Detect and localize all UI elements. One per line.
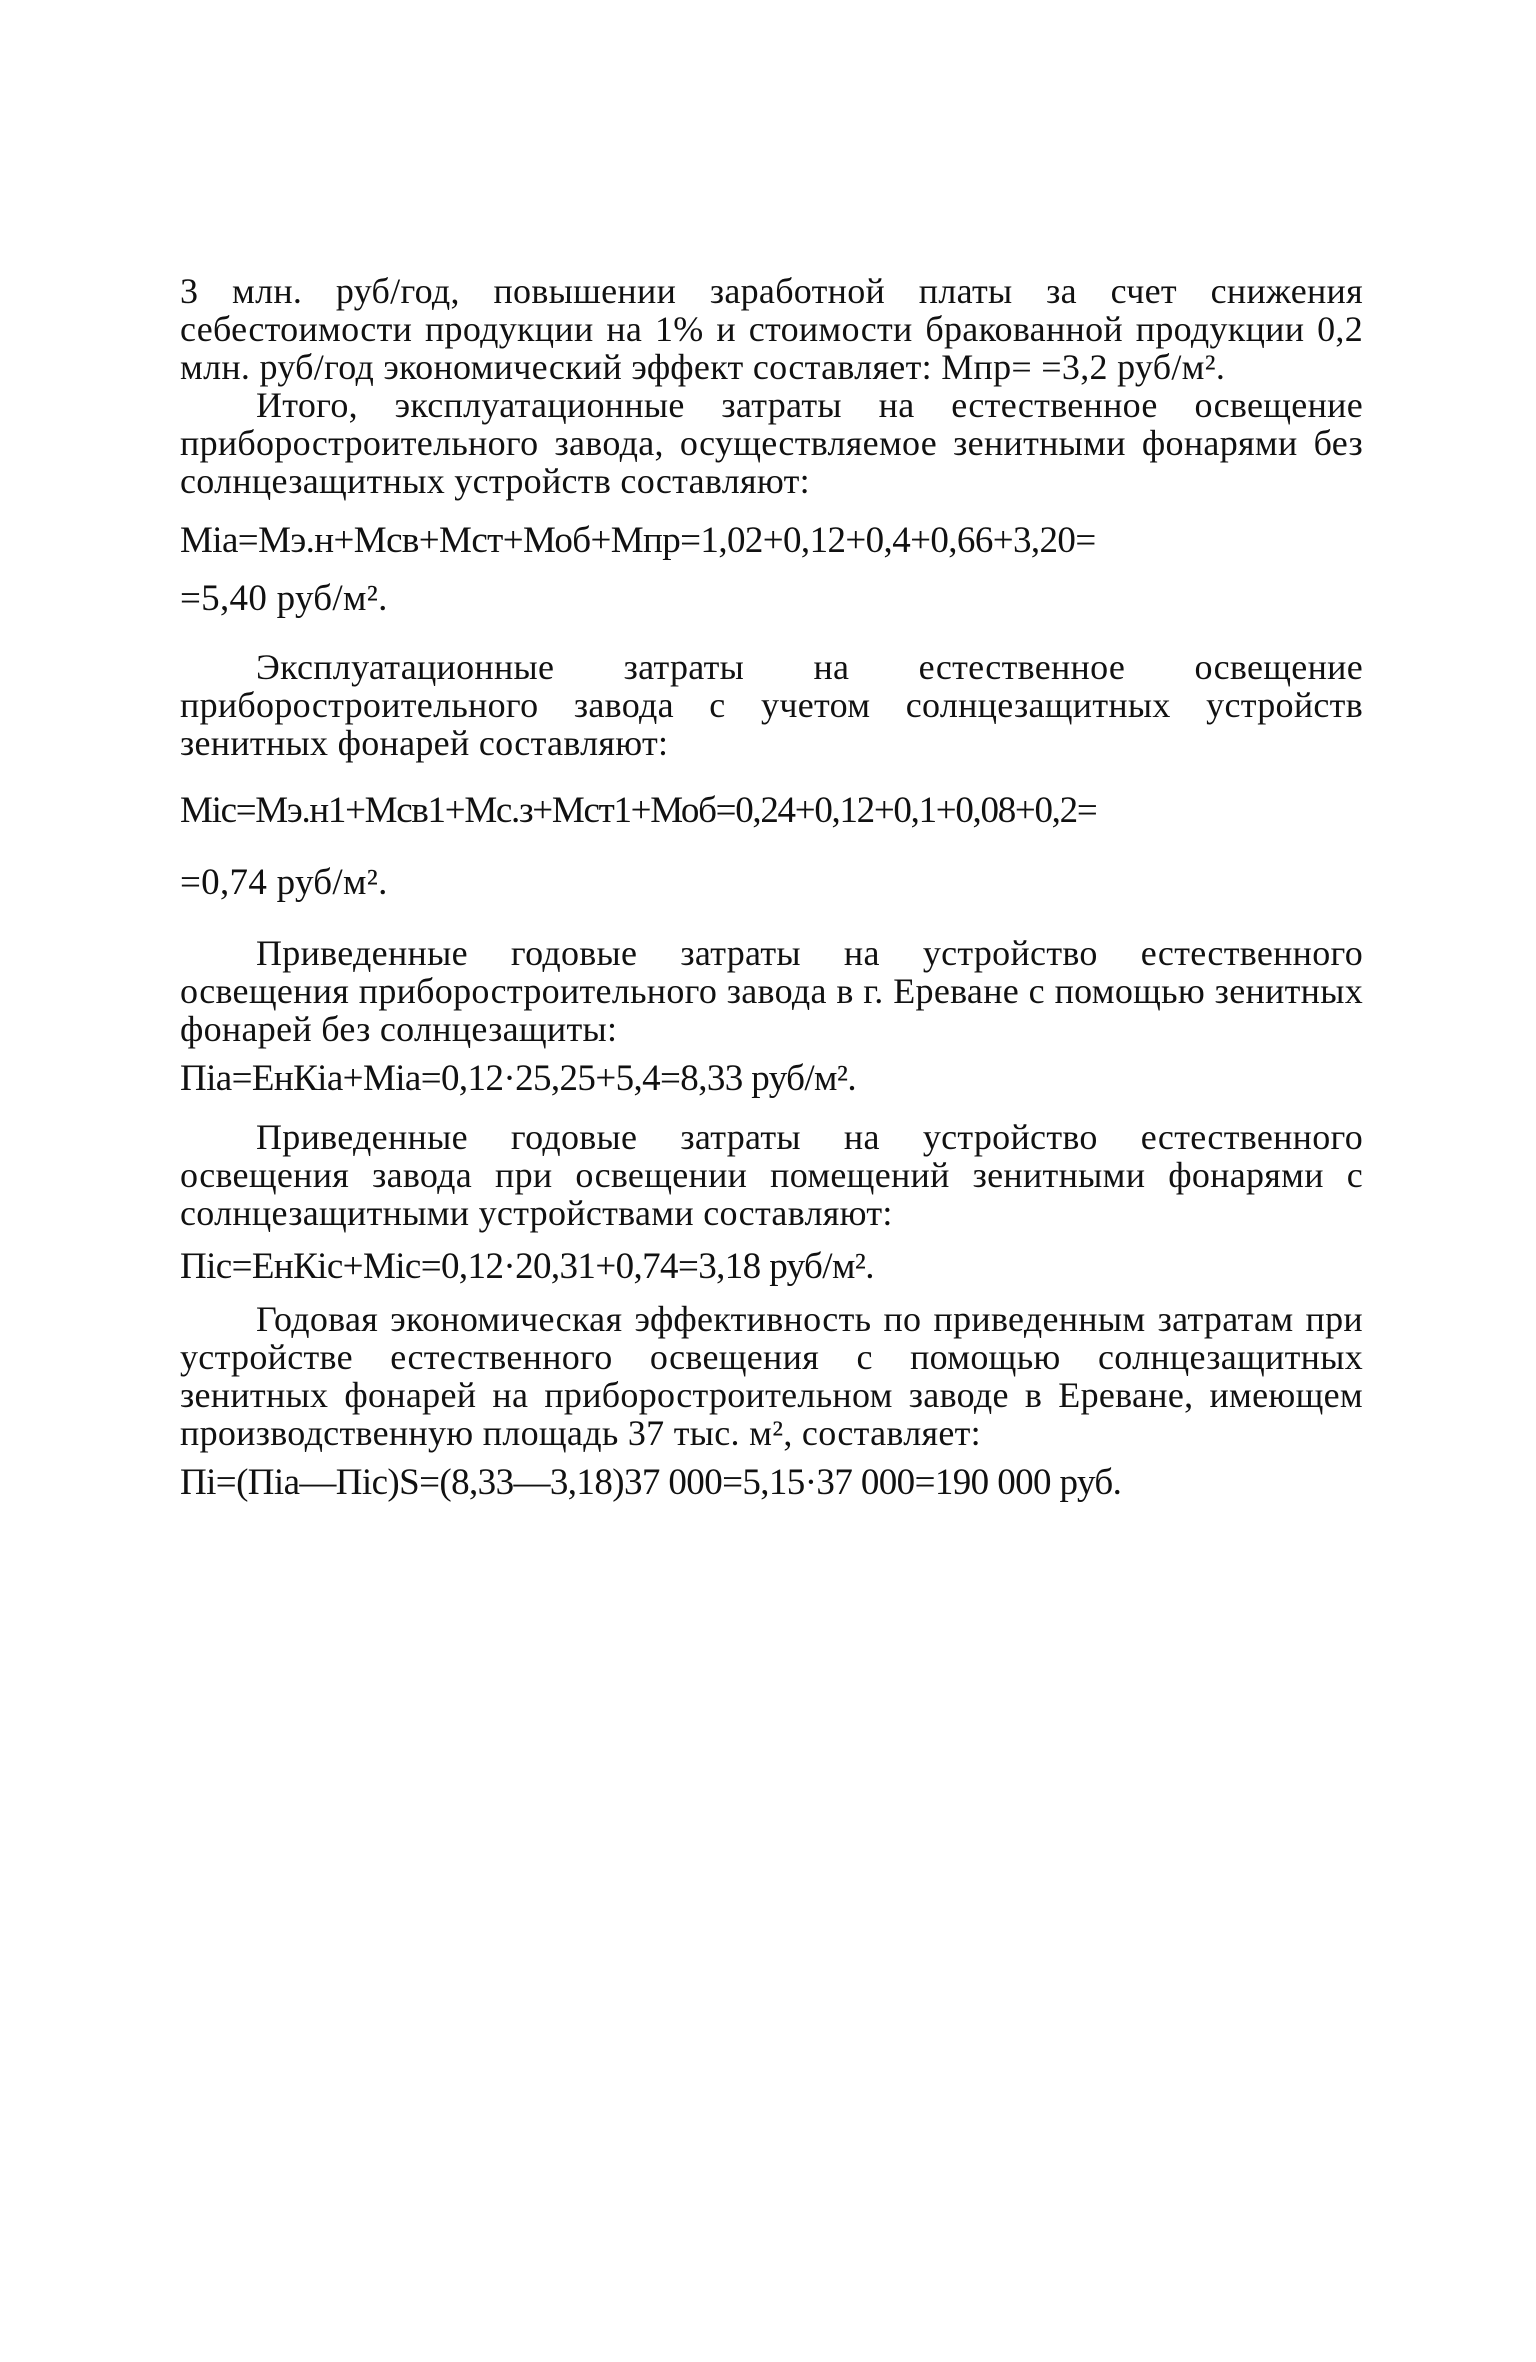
formula-operating-costs-a: Мia=Мэ.н+Мсв+Мст+Моб+Мпр=1,02+0,12+0,4+0,66+3,20= bbox=[180, 520, 1096, 561]
paragraph-annual-efficiency: Годовая экономическая эффективность по приведенным затратам при устройстве естественного освещения с помощью солнцезащитных зенитных фонарей на приборостроительном заводе в Ереване, имеющем производственную площадь 37 тыс. м², составляет: bbox=[180, 1299, 1363, 1453]
paragraph-operating-costs-total: Итого, эксплуатационные затраты на естественное освещение приборостроительного завода, осуществляемое зенитными фонарями без солнцезащитных устройств составляют: bbox=[180, 385, 1363, 501]
formula-annual-efficiency: Пi=(Пia—Пic)S=(8,33—3,18)37 000=5,15·37 000=190 000 руб. bbox=[180, 1462, 1122, 1503]
formula-reduced-costs-c: Пic=ЕнКic+Мic=0,12·20,31+0,74=3,18 руб/м². bbox=[180, 1246, 874, 1287]
paragraph-reduced-costs-no-shading: Приведенные годовые затраты на устройство естественного освещения приборостроительного завода в г. Ереване с помощью зенитных фонарей без солнцезащиты: bbox=[180, 933, 1363, 1049]
formula-operating-costs-c: Мic=Мэ.н1+Мсв1+Мс.з+Мст1+Моб=0,24+0,12+0,1+0,08+0,2= bbox=[180, 790, 1097, 831]
formula-operating-costs-c-result: =0,74 руб/м². bbox=[180, 862, 388, 903]
paragraph-economic-effect: 3 млн. руб/год, повышении заработной платы за счет снижения себестоимости продукции на 1% и стоимости бракованной продукции 0,2 млн. руб/год экономический эффект составляет: Мпр= =3,2 руб/м². bbox=[180, 271, 1363, 387]
paragraph-reduced-costs-shading: Приведенные годовые затраты на устройство естественного освещения завода при освещении помещений зенитными фонарями с солнцезащитными устройствами составляют: bbox=[180, 1117, 1363, 1233]
document-body bbox=[180, 272, 1363, 1502]
formula-reduced-costs-a: Пia=ЕнКia+Мia=0,12·25,25+5,4=8,33 руб/м². bbox=[180, 1058, 856, 1099]
formula-operating-costs-a-result: =5,40 руб/м². bbox=[180, 578, 388, 619]
paragraph-operating-costs-shading: Эксплуатационные затраты на естественное освещение приборостроительного завода с учетом солнцезащитных устройств зенитных фонарей составляют: bbox=[180, 647, 1363, 763]
